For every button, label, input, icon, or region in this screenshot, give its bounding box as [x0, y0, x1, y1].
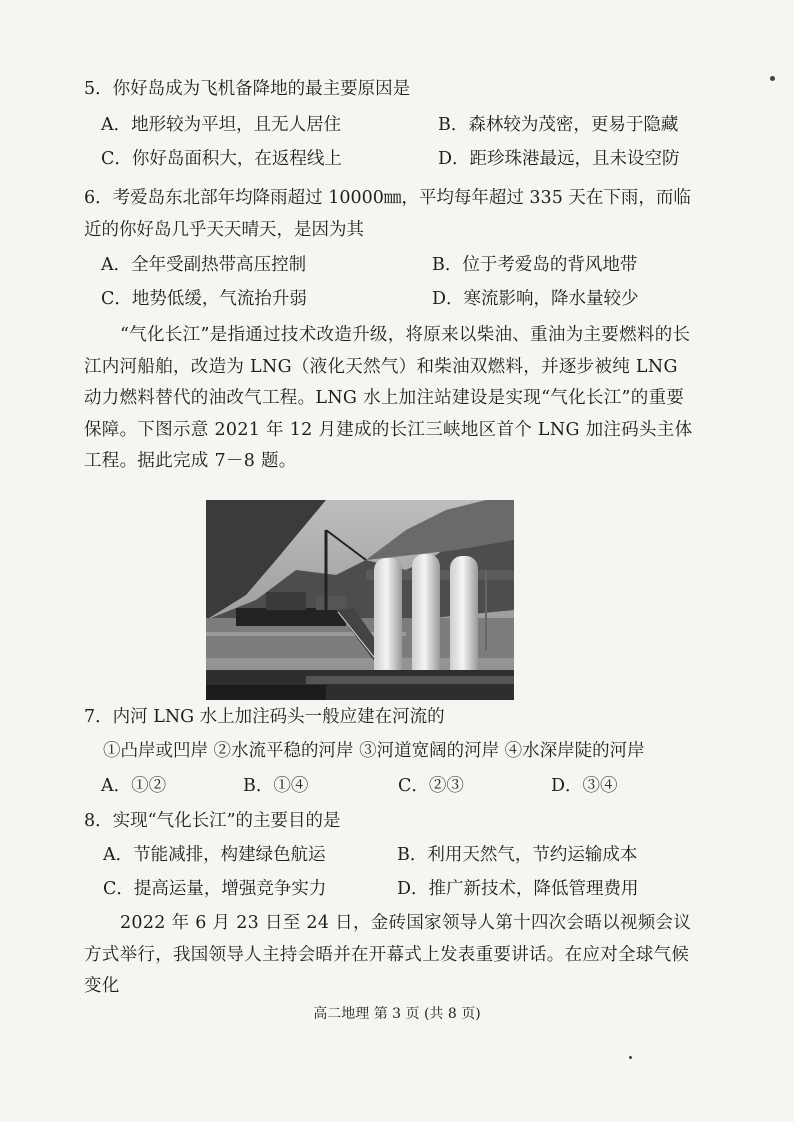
q8-option-c: C．提高运量，增强竞争实力: [103, 879, 327, 899]
question-5-stem: 5．你好岛成为飞机备降地的最主要原因是: [84, 79, 411, 99]
q6-option-c: C．地势低缓，气流抬升弱: [101, 289, 307, 309]
q7-option-d: D．③④: [551, 776, 618, 796]
q6-option-d: D．寒流影响，降水量较少: [432, 289, 639, 309]
passage-next-text: 2022 年 6 月 23 日至 24 日，金砖国家领导人第十四次会晤以视频会议方式举行，我国领导人主持会晤并在开幕式上发表重要讲话。在应对全球气候变化: [84, 913, 692, 996]
passage-next: [84, 908, 696, 1003]
q7-option-b: B．①④: [243, 776, 309, 796]
q7-statements: ①凸岸或凹岸 ②水流平稳的河岸 ③河道宽阔的河岸 ④水深岸陡的河岸: [103, 741, 645, 761]
q8-option-b: B．利用天然气，节约运输成本: [397, 845, 638, 865]
scan-speck: [770, 76, 775, 81]
passage-7-8: [84, 320, 696, 478]
question-6-stem-line2: 近的你好岛几乎天天晴天，是因为其: [84, 220, 364, 240]
question-7-stem: 7．内河 LNG 水上加注码头一般应建在河流的: [84, 707, 445, 727]
q6-option-a: A．全年受副热带高压控制: [101, 255, 307, 275]
q5-option-a: A．地形较为平坦，且无人居住: [101, 115, 342, 135]
q5-option-d: D．距珍珠港最远，且未设空防: [438, 149, 680, 169]
question-8-stem: 8．实现“气化长江”的主要目的是: [84, 811, 341, 831]
lng-dock-photo: [206, 500, 514, 700]
question-6-stem-line1: 6．考爱岛东北部年均降雨超过 10000㎜，平均每年超过 335 天在下雨，而临: [84, 188, 691, 208]
q8-option-d: D．推广新技术，降低管理费用: [397, 879, 639, 899]
lng-dock-illustration: [206, 500, 514, 700]
q5-option-b: B．森林较为茂密，更易于隐藏: [438, 115, 679, 135]
passage-7-8-text: “气化长江”是指通过技术改造升级，将原来以柴油、重油为主要燃料的长江内河船舶，改造为 LNG（液化天然气）和柴油双燃料，并逐步被纯 LNG 动力燃料替代的油改气工程。LNG 水上加注站建设是实现“气化长江”的重要保障。下图示意 2021 年 12 月建成的长江三峡地区首个 LNG 加注码头主体工程。据此完成 7－8 题。: [84, 325, 693, 471]
scan-speck: [629, 1056, 632, 1059]
q7-option-c: C．②③: [398, 776, 464, 796]
page-footer: 高二地理 第 3 页 (共 8 页): [313, 1006, 481, 1022]
q5-option-c: C．你好岛面积大，在返程线上: [101, 149, 342, 169]
q7-option-a: A．①②: [101, 776, 167, 796]
q6-option-b: B．位于考爱岛的背风地带: [432, 255, 638, 275]
q8-option-a: A．节能减排，构建绿色航运: [103, 845, 326, 865]
